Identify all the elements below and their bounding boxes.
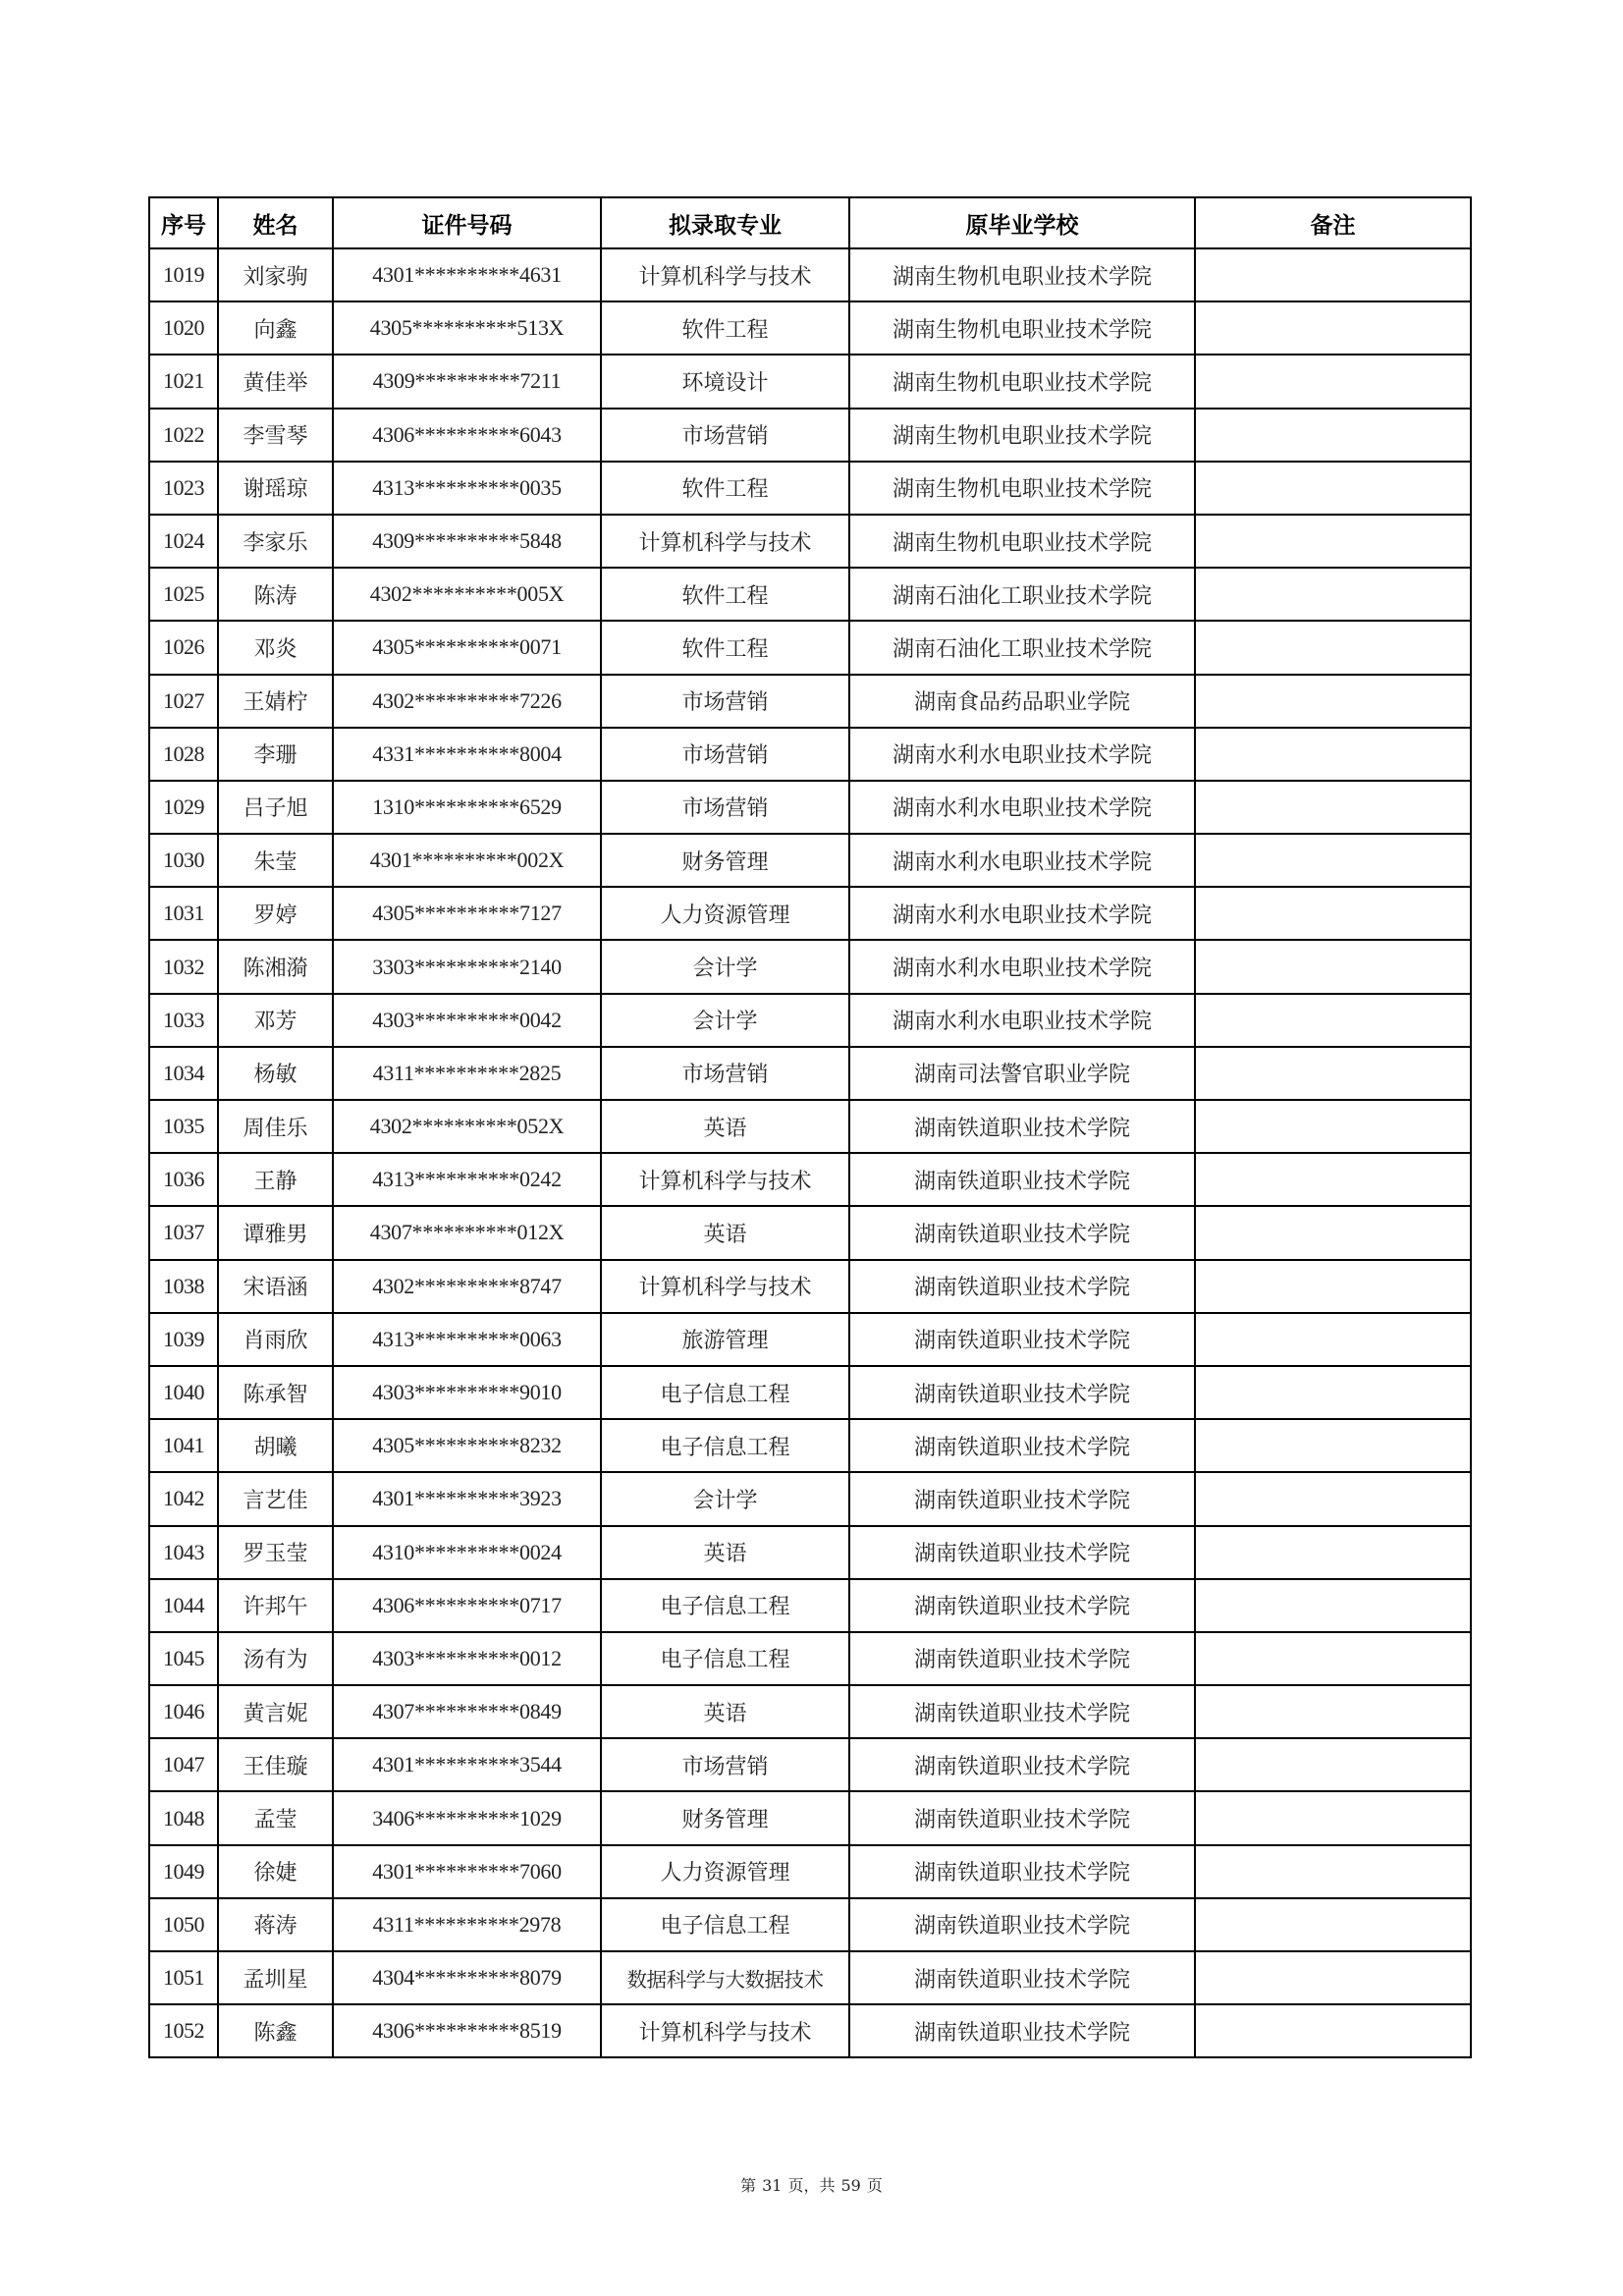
cell-major: 会计学 [601, 994, 849, 1047]
cell-note [1195, 1738, 1471, 1791]
table-row [149, 1738, 1471, 1791]
cell-name: 孟圳星 [218, 1951, 333, 2004]
cell-name: 孟莹 [218, 1791, 333, 1844]
header-note: 备注 [1195, 197, 1471, 248]
cell-id-number: 3303**********2140 [333, 940, 601, 993]
cell-note [1195, 568, 1471, 621]
cell-school: 湖南铁道职业技术学院 [849, 1685, 1195, 1738]
cell-major: 计算机科学与技术 [601, 515, 849, 568]
cell-seq: 1043 [149, 1526, 218, 1579]
cell-name: 周佳乐 [218, 1100, 333, 1153]
cell-seq: 1032 [149, 940, 218, 993]
cell-id-number: 4307**********012X [333, 1206, 601, 1259]
cell-id-number: 1310**********6529 [333, 781, 601, 834]
cell-name: 谢瑶琼 [218, 462, 333, 515]
table-row [149, 621, 1471, 674]
cell-major: 市场营销 [601, 1738, 849, 1791]
cell-seq: 1029 [149, 781, 218, 834]
cell-id-number: 4301**********7060 [333, 1845, 601, 1898]
table-row [149, 1632, 1471, 1685]
cell-school: 湖南石油化工职业技术学院 [849, 568, 1195, 621]
cell-school: 湖南铁道职业技术学院 [849, 1472, 1195, 1525]
cell-name: 刘家驹 [218, 248, 333, 301]
cell-note [1195, 515, 1471, 568]
table-row [149, 409, 1471, 462]
cell-id-number: 4302**********8747 [333, 1260, 601, 1313]
total-suffix: 页 [866, 2176, 883, 2195]
cell-note [1195, 1260, 1471, 1313]
cell-seq: 1020 [149, 301, 218, 355]
cell-id-number: 4305**********8232 [333, 1419, 601, 1472]
cell-major: 英语 [601, 1100, 849, 1153]
cell-seq: 1019 [149, 248, 218, 301]
table-row [149, 1100, 1471, 1153]
cell-id-number: 4310**********0024 [333, 1526, 601, 1579]
cell-name: 李雪琴 [218, 409, 333, 462]
cell-seq: 1045 [149, 1632, 218, 1685]
cell-school: 湖南铁道职业技术学院 [849, 1738, 1195, 1791]
cell-note [1195, 1898, 1471, 1951]
cell-id-number: 4306**********0717 [333, 1579, 601, 1632]
table-row [149, 1898, 1471, 1951]
cell-note [1195, 1526, 1471, 1579]
cell-school: 湖南铁道职业技术学院 [849, 1206, 1195, 1259]
cell-seq: 1034 [149, 1047, 218, 1100]
table-row [149, 515, 1471, 568]
table-row [149, 994, 1471, 1047]
table-body [149, 248, 1471, 2057]
cell-name: 罗玉莹 [218, 1526, 333, 1579]
cell-major: 英语 [601, 1526, 849, 1579]
cell-school: 湖南石油化工职业技术学院 [849, 621, 1195, 674]
cell-major: 计算机科学与技术 [601, 2004, 849, 2057]
cell-note [1195, 1685, 1471, 1738]
cell-major: 旅游管理 [601, 1313, 849, 1366]
cell-name: 肖雨欣 [218, 1313, 333, 1366]
cell-seq: 1027 [149, 675, 218, 728]
cell-major: 财务管理 [601, 1791, 849, 1844]
cell-id-number: 4303**********0042 [333, 994, 601, 1047]
table-row [149, 675, 1471, 728]
cell-seq: 1038 [149, 1260, 218, 1313]
table-row [149, 1472, 1471, 1525]
cell-school: 湖南铁道职业技术学院 [849, 1845, 1195, 1898]
cell-major: 电子信息工程 [601, 1419, 849, 1472]
cell-name: 朱莹 [218, 834, 333, 887]
cell-major: 软件工程 [601, 568, 849, 621]
cell-name: 宋语涵 [218, 1260, 333, 1313]
cell-seq: 1039 [149, 1313, 218, 1366]
cell-seq: 1036 [149, 1153, 218, 1206]
cell-school: 湖南水利水电职业技术学院 [849, 781, 1195, 834]
cell-name: 许邦午 [218, 1579, 333, 1632]
cell-note [1195, 248, 1471, 301]
header-major: 拟录取专业 [601, 197, 849, 248]
cell-note [1195, 1791, 1471, 1844]
cell-seq: 1028 [149, 728, 218, 781]
cell-major: 软件工程 [601, 301, 849, 355]
cell-id-number: 4331**********8004 [333, 728, 601, 781]
table-row [149, 1419, 1471, 1472]
cell-name: 陈涛 [218, 568, 333, 621]
header-id-number: 证件号码 [333, 197, 601, 248]
table-row [149, 1153, 1471, 1206]
cell-note [1195, 1579, 1471, 1632]
table-row [149, 940, 1471, 993]
table-header-row [149, 197, 1471, 248]
table-row [149, 834, 1471, 887]
cell-id-number: 4302**********005X [333, 568, 601, 621]
table-row [149, 1047, 1471, 1100]
cell-note [1195, 728, 1471, 781]
table-row [149, 1526, 1471, 1579]
table-row [149, 1313, 1471, 1366]
cell-school: 湖南水利水电职业技术学院 [849, 887, 1195, 940]
cell-major: 英语 [601, 1206, 849, 1259]
cell-id-number: 4301**********002X [333, 834, 601, 887]
cell-note [1195, 355, 1471, 408]
cell-name: 罗婷 [218, 887, 333, 940]
header-name: 姓名 [218, 197, 333, 248]
cell-id-number: 3406**********1029 [333, 1791, 601, 1844]
table-row [149, 1791, 1471, 1844]
cell-major: 财务管理 [601, 834, 849, 887]
cell-seq: 1021 [149, 355, 218, 408]
cell-school: 湖南铁道职业技术学院 [849, 1632, 1195, 1685]
cell-note [1195, 675, 1471, 728]
cell-major: 计算机科学与技术 [601, 1260, 849, 1313]
table-row [149, 887, 1471, 940]
cell-seq: 1052 [149, 2004, 218, 2057]
cell-id-number: 4301**********4631 [333, 248, 601, 301]
cell-school: 湖南水利水电职业技术学院 [849, 940, 1195, 993]
cell-seq: 1044 [149, 1579, 218, 1632]
cell-major: 会计学 [601, 940, 849, 993]
cell-seq: 1040 [149, 1366, 218, 1419]
cell-id-number: 4311**********2825 [333, 1047, 601, 1100]
cell-seq: 1042 [149, 1472, 218, 1525]
cell-note [1195, 2004, 1471, 2057]
cell-id-number: 4305**********0071 [333, 621, 601, 674]
table-row [149, 1260, 1471, 1313]
cell-school: 湖南水利水电职业技术学院 [849, 834, 1195, 887]
cell-seq: 1030 [149, 834, 218, 887]
header-seq: 序号 [149, 197, 218, 248]
cell-school: 湖南铁道职业技术学院 [849, 1951, 1195, 2004]
page-footer [0, 2173, 1623, 2196]
cell-school: 湖南生物机电职业技术学院 [849, 409, 1195, 462]
table-row [149, 1366, 1471, 1419]
cell-id-number: 4313**********0063 [333, 1313, 601, 1366]
cell-school: 湖南铁道职业技术学院 [849, 1153, 1195, 1206]
cell-seq: 1022 [149, 409, 218, 462]
cell-seq: 1047 [149, 1738, 218, 1791]
cell-major: 市场营销 [601, 409, 849, 462]
cell-name: 王婧柠 [218, 675, 333, 728]
cell-note [1195, 887, 1471, 940]
cell-name: 黄佳举 [218, 355, 333, 408]
cell-school: 湖南铁道职业技术学院 [849, 1366, 1195, 1419]
cell-note [1195, 1366, 1471, 1419]
cell-note [1195, 1313, 1471, 1366]
cell-major: 市场营销 [601, 675, 849, 728]
table-row [149, 355, 1471, 408]
cell-major: 计算机科学与技术 [601, 1153, 849, 1206]
cell-school: 湖南铁道职业技术学院 [849, 1260, 1195, 1313]
cell-id-number: 4309**********5848 [333, 515, 601, 568]
cell-name: 邓芳 [218, 994, 333, 1047]
cell-school: 湖南司法警官职业学院 [849, 1047, 1195, 1100]
cell-school: 湖南食品药品职业学院 [849, 675, 1195, 728]
cell-name: 陈湘漪 [218, 940, 333, 993]
cell-id-number: 4301**********3923 [333, 1472, 601, 1525]
table-row [149, 248, 1471, 301]
cell-note [1195, 940, 1471, 993]
table-row [149, 2004, 1471, 2057]
cell-seq: 1050 [149, 1898, 218, 1951]
cell-note [1195, 834, 1471, 887]
cell-note [1195, 409, 1471, 462]
cell-id-number: 4304**********8079 [333, 1951, 601, 2004]
table-row [149, 1685, 1471, 1738]
cell-id-number: 4302**********7226 [333, 675, 601, 728]
cell-seq: 1026 [149, 621, 218, 674]
cell-school: 湖南铁道职业技术学院 [849, 1898, 1195, 1951]
cell-seq: 1023 [149, 462, 218, 515]
header-school: 原毕业学校 [849, 197, 1195, 248]
cell-note [1195, 1845, 1471, 1898]
cell-major: 电子信息工程 [601, 1898, 849, 1951]
cell-major: 电子信息工程 [601, 1366, 849, 1419]
table-row [149, 1951, 1471, 2004]
page-suffix: 页，共 [787, 2176, 836, 2195]
cell-major: 市场营销 [601, 781, 849, 834]
cell-note [1195, 781, 1471, 834]
cell-note [1195, 1100, 1471, 1153]
cell-seq: 1051 [149, 1951, 218, 2004]
cell-id-number: 4305**********7127 [333, 887, 601, 940]
cell-school: 湖南生物机电职业技术学院 [849, 248, 1195, 301]
cell-id-number: 4313**********0242 [333, 1153, 601, 1206]
cell-major: 数据科学与大数据技术 [601, 1951, 849, 2004]
cell-name: 黄言妮 [218, 1685, 333, 1738]
cell-name: 陈承智 [218, 1366, 333, 1419]
cell-major: 人力资源管理 [601, 887, 849, 940]
cell-major: 电子信息工程 [601, 1579, 849, 1632]
cell-seq: 1035 [149, 1100, 218, 1153]
cell-school: 湖南铁道职业技术学院 [849, 1100, 1195, 1153]
cell-id-number: 4301**********3544 [333, 1738, 601, 1791]
cell-school: 湖南生物机电职业技术学院 [849, 462, 1195, 515]
cell-seq: 1025 [149, 568, 218, 621]
cell-seq: 1037 [149, 1206, 218, 1259]
cell-note [1195, 621, 1471, 674]
cell-name: 陈鑫 [218, 2004, 333, 2057]
table-row [149, 301, 1471, 355]
table-row [149, 781, 1471, 834]
cell-school: 湖南铁道职业技术学院 [849, 1419, 1195, 1472]
cell-name: 李家乐 [218, 515, 333, 568]
cell-id-number: 4311**********2978 [333, 1898, 601, 1951]
table-row [149, 568, 1471, 621]
cell-major: 英语 [601, 1685, 849, 1738]
cell-id-number: 4309**********7211 [333, 355, 601, 408]
cell-major: 计算机科学与技术 [601, 248, 849, 301]
cell-name: 邓炎 [218, 621, 333, 674]
cell-school: 湖南铁道职业技术学院 [849, 1791, 1195, 1844]
cell-name: 胡曦 [218, 1419, 333, 1472]
cell-school: 湖南铁道职业技术学院 [849, 2004, 1195, 2057]
cell-seq: 1031 [149, 887, 218, 940]
cell-note [1195, 1419, 1471, 1472]
cell-school: 湖南水利水电职业技术学院 [849, 994, 1195, 1047]
cell-note [1195, 1951, 1471, 2004]
cell-school: 湖南生物机电职业技术学院 [849, 515, 1195, 568]
cell-school: 湖南生物机电职业技术学院 [849, 355, 1195, 408]
cell-id-number: 4305**********513X [333, 301, 601, 355]
cell-id-number: 4307**********0849 [333, 1685, 601, 1738]
cell-name: 王佳璇 [218, 1738, 333, 1791]
cell-note [1195, 1632, 1471, 1685]
cell-id-number: 4302**********052X [333, 1100, 601, 1153]
cell-name: 吕子旭 [218, 781, 333, 834]
cell-seq: 1048 [149, 1791, 218, 1844]
cell-seq: 1033 [149, 994, 218, 1047]
cell-name: 谭雅男 [218, 1206, 333, 1259]
total-pages: 59 [840, 2176, 861, 2195]
table-row [149, 1579, 1471, 1632]
cell-name: 向鑫 [218, 301, 333, 355]
cell-name: 杨敏 [218, 1047, 333, 1100]
cell-major: 环境设计 [601, 355, 849, 408]
cell-id-number: 4303**********9010 [333, 1366, 601, 1419]
cell-note [1195, 1472, 1471, 1525]
cell-name: 徐婕 [218, 1845, 333, 1898]
cell-note [1195, 1153, 1471, 1206]
cell-name: 王静 [218, 1153, 333, 1206]
table-row [149, 462, 1471, 515]
cell-name: 汤有为 [218, 1632, 333, 1685]
cell-school: 湖南生物机电职业技术学院 [849, 301, 1195, 355]
cell-school: 湖南铁道职业技术学院 [849, 1579, 1195, 1632]
cell-seq: 1049 [149, 1845, 218, 1898]
cell-major: 软件工程 [601, 621, 849, 674]
cell-id-number: 4313**********0035 [333, 462, 601, 515]
page-prefix: 第 [740, 2176, 757, 2195]
cell-note [1195, 462, 1471, 515]
cell-note [1195, 301, 1471, 355]
admission-table [148, 196, 1472, 2058]
cell-name: 言艺佳 [218, 1472, 333, 1525]
cell-note [1195, 1206, 1471, 1259]
cell-note [1195, 1047, 1471, 1100]
cell-major: 人力资源管理 [601, 1845, 849, 1898]
cell-seq: 1041 [149, 1419, 218, 1472]
table-row [149, 1845, 1471, 1898]
cell-id-number: 4306**********6043 [333, 409, 601, 462]
cell-major: 软件工程 [601, 462, 849, 515]
cell-major: 电子信息工程 [601, 1632, 849, 1685]
cell-major: 市场营销 [601, 1047, 849, 1100]
cell-school: 湖南铁道职业技术学院 [849, 1313, 1195, 1366]
cell-seq: 1046 [149, 1685, 218, 1738]
cell-major: 会计学 [601, 1472, 849, 1525]
cell-school: 湖南水利水电职业技术学院 [849, 728, 1195, 781]
table-row [149, 1206, 1471, 1259]
cell-id-number: 4303**********0012 [333, 1632, 601, 1685]
current-page: 31 [762, 2176, 783, 2195]
cell-name: 蒋涛 [218, 1898, 333, 1951]
cell-note [1195, 994, 1471, 1047]
table-row [149, 728, 1471, 781]
cell-school: 湖南铁道职业技术学院 [849, 1526, 1195, 1579]
cell-name: 李珊 [218, 728, 333, 781]
cell-major: 市场营销 [601, 728, 849, 781]
cell-id-number: 4306**********8519 [333, 2004, 601, 2057]
cell-seq: 1024 [149, 515, 218, 568]
